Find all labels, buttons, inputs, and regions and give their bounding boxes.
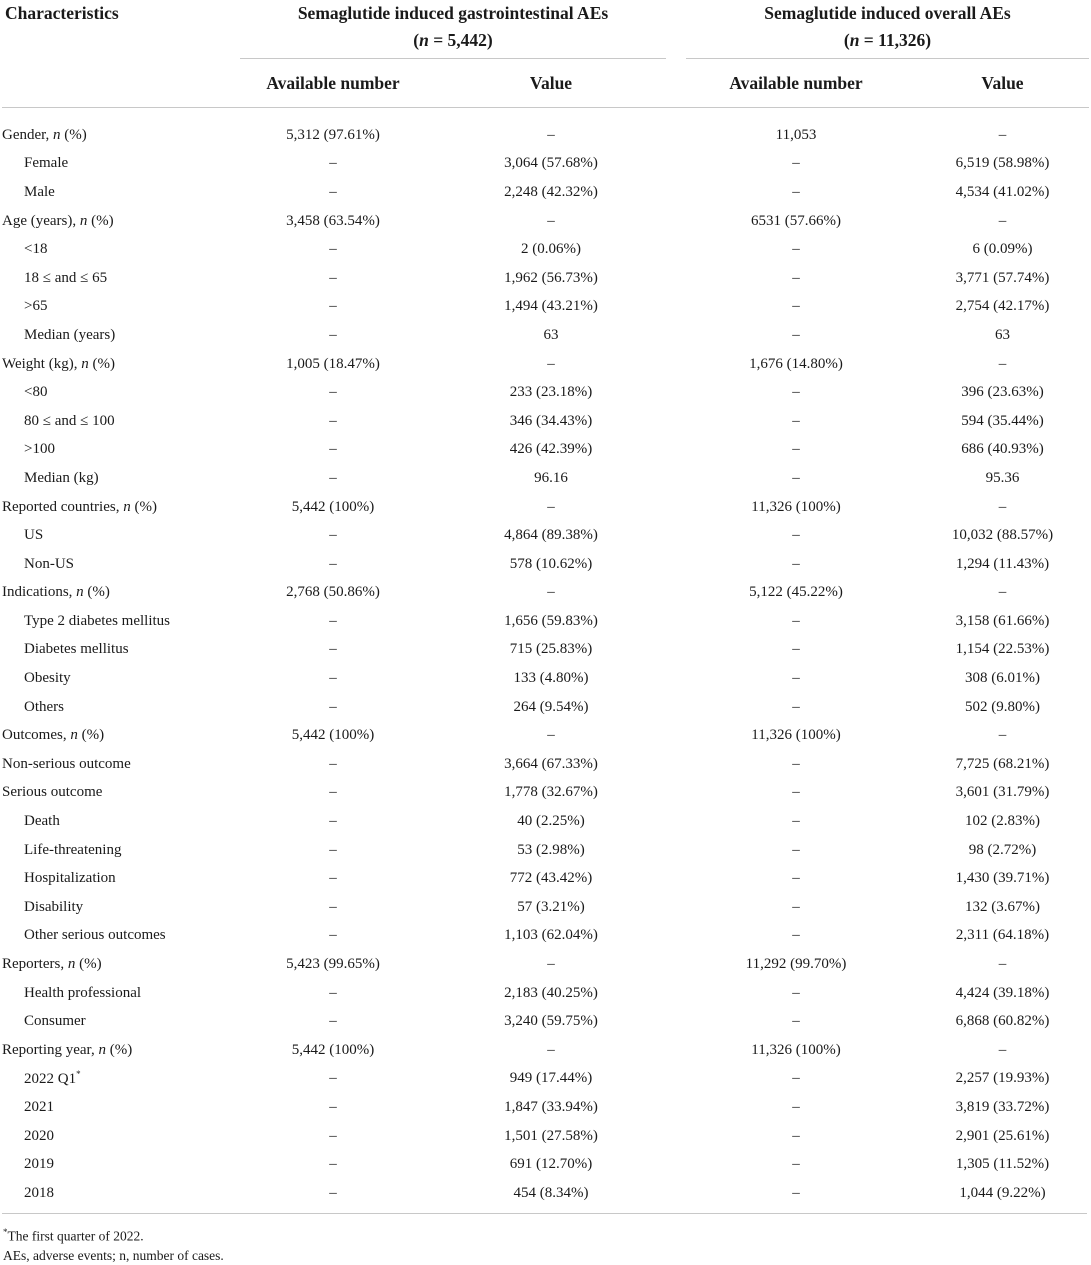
cell-g2-value: 1,044 (9.22%) xyxy=(959,1184,1046,1201)
cell-g1-value: – xyxy=(547,584,555,601)
cell-g1-available: – xyxy=(329,698,337,715)
row-label: 2022 Q1* xyxy=(24,1069,81,1088)
table-row xyxy=(2,521,1089,550)
header-empty xyxy=(2,59,240,108)
cell-g2-available: – xyxy=(792,527,800,544)
cell-g2-available: 6531 (57.66%) xyxy=(751,212,841,229)
cell-g1-value: – xyxy=(547,212,555,229)
cell-g1-value: 1,847 (33.94%) xyxy=(504,1098,598,1115)
cell-g1-available: – xyxy=(329,784,337,801)
table-row xyxy=(2,493,1089,522)
table-row xyxy=(2,607,1089,636)
cell-g2-available: – xyxy=(792,1184,800,1201)
cell-g2-value: 3,819 (33.72%) xyxy=(955,1098,1050,1115)
cell-g1-value: 4,864 (89.38%) xyxy=(504,527,598,544)
cell-g2-available: – xyxy=(792,412,800,429)
cell-g1-value: 691 (12.70%) xyxy=(509,1156,593,1173)
row-label: 2021 xyxy=(24,1098,54,1115)
cell-g1-available: – xyxy=(329,1098,337,1115)
table-row xyxy=(2,235,1089,264)
cell-g1-available: 5,442 (100%) xyxy=(291,498,375,515)
cell-g1-value: – xyxy=(547,727,555,744)
cell-g1-value: 63 xyxy=(543,326,559,343)
table-row xyxy=(2,1093,1089,1122)
row-label: <80 xyxy=(24,384,48,401)
cell-g1-available: – xyxy=(329,813,337,830)
table-row xyxy=(2,121,1089,150)
table-row xyxy=(2,1007,1089,1036)
group1-title: Semaglutide induced gastrointestinal AEs xyxy=(297,3,609,23)
cell-g2-value: 308 (6.01%) xyxy=(965,670,1040,687)
cell-g2-value: – xyxy=(998,126,1007,143)
row-label: Diabetes mellitus xyxy=(24,641,129,658)
cell-g2-available: – xyxy=(792,870,800,887)
cell-g1-available: – xyxy=(329,612,337,629)
cell-g2-available: – xyxy=(792,641,800,658)
row-label: >65 xyxy=(24,298,48,315)
table-row xyxy=(2,378,1089,407)
cell-g2-available: – xyxy=(792,1098,800,1115)
characteristics-table xyxy=(2,0,1089,1208)
row-label: 2019 xyxy=(24,1156,54,1173)
table-row xyxy=(2,721,1089,750)
table-row xyxy=(2,1179,1089,1208)
cell-g2-available: – xyxy=(792,841,800,858)
row-label: Reporting year, n (%) xyxy=(2,1041,133,1058)
cell-g1-value: 1,778 (32.67%) xyxy=(504,784,598,801)
footnote-quarter: *The first quarter of 2022. xyxy=(3,1227,144,1244)
header-g1-available: Available number xyxy=(266,72,400,93)
table-row xyxy=(2,407,1089,436)
cell-g1-available: – xyxy=(329,841,337,858)
table-row xyxy=(2,464,1089,493)
table-row xyxy=(2,207,1089,236)
row-label: Age (years), n (%) xyxy=(2,212,114,229)
cell-g2-value: 396 (23.63%) xyxy=(961,384,1044,401)
cell-g2-available: – xyxy=(792,612,800,629)
cell-g2-available: – xyxy=(792,698,800,715)
cell-g1-available: – xyxy=(329,898,337,915)
table-row xyxy=(2,864,1089,893)
table-row xyxy=(2,664,1089,693)
cell-g2-value: 2,754 (42.17%) xyxy=(955,298,1050,315)
row-label: Gender, n (%) xyxy=(2,126,87,143)
table-row xyxy=(2,779,1089,808)
cell-g2-value: 1,305 (11.52%) xyxy=(955,1156,1050,1173)
cell-g2-value: 4,424 (39.18%) xyxy=(955,984,1050,1001)
row-label: Consumer xyxy=(24,1013,86,1030)
cell-g2-value: 6 (0.09%) xyxy=(972,241,1033,258)
cell-g2-value: – xyxy=(998,355,1007,372)
cell-g2-value: 98 (2.72%) xyxy=(968,841,1037,858)
cell-g1-value: 3,064 (57.68%) xyxy=(504,155,598,172)
table-row xyxy=(2,950,1089,979)
table-row xyxy=(2,1065,1089,1094)
cell-g2-value: 4,534 (41.02%) xyxy=(955,183,1050,200)
cell-g1-available: – xyxy=(329,441,337,458)
row-label: Median (years) xyxy=(24,326,116,343)
cell-g2-available: 11,053 xyxy=(775,126,817,143)
row-label: Indications, n (%) xyxy=(2,584,110,601)
table-row xyxy=(2,264,1089,293)
row-label: >100 xyxy=(24,441,55,458)
table-row xyxy=(2,922,1089,951)
cell-g1-value: 1,103 (62.04%) xyxy=(504,927,598,944)
row-label: US xyxy=(24,527,44,544)
row-label: Serious outcome xyxy=(2,784,103,801)
cell-g2-value: – xyxy=(998,212,1007,229)
cell-g1-available: – xyxy=(329,755,337,772)
cell-g2-value: 3,601 (31.79%) xyxy=(955,784,1050,801)
cell-g2-available: – xyxy=(792,670,800,687)
cell-g2-value: 63 xyxy=(995,326,1010,343)
cell-g2-value: 2,257 (19.93%) xyxy=(955,1070,1050,1087)
cell-g1-value: 715 (25.83%) xyxy=(509,641,593,658)
row-label: 2018 xyxy=(24,1184,54,1201)
cell-g2-available: – xyxy=(792,469,800,486)
cell-g2-available: – xyxy=(792,755,800,772)
table-row xyxy=(2,550,1089,579)
cell-g1-available: – xyxy=(329,1013,337,1030)
cell-g1-value: 264 (9.54%) xyxy=(513,698,589,715)
cell-g1-available: – xyxy=(329,326,337,343)
row-label: Type 2 diabetes mellitus xyxy=(24,612,171,629)
cell-g1-value: 1,501 (27.58%) xyxy=(504,1127,598,1144)
cell-g2-available: 11,292 (99.70%) xyxy=(745,956,847,973)
cell-g2-available: – xyxy=(792,555,800,572)
cell-g2-value: 2,901 (25.61%) xyxy=(955,1127,1050,1144)
cell-g2-available: – xyxy=(792,441,800,458)
cell-g1-value: 346 (34.43%) xyxy=(509,412,593,429)
cell-g2-available: – xyxy=(792,813,800,830)
row-label: Outcomes, n (%) xyxy=(2,727,105,744)
table-row xyxy=(2,807,1089,836)
table-row xyxy=(2,150,1089,179)
header-group-overall xyxy=(676,0,1089,59)
cell-g1-available: – xyxy=(329,670,337,687)
cell-g2-available: – xyxy=(792,784,800,801)
row-label: Median (kg) xyxy=(24,469,99,486)
cell-g2-available: – xyxy=(792,384,800,401)
cell-g1-value: 133 (4.80%) xyxy=(513,670,589,687)
header-characteristics: Characteristics xyxy=(5,3,119,23)
cell-g1-available: 5,442 (100%) xyxy=(291,1041,375,1058)
cell-g1-available: – xyxy=(329,870,337,887)
group1-n: (n = 5,442) xyxy=(413,30,493,50)
cell-g2-available: – xyxy=(792,898,800,915)
row-label: Non-US xyxy=(24,555,75,572)
cell-g1-value: 772 (43.42%) xyxy=(509,870,593,887)
cell-g1-value: – xyxy=(547,126,555,143)
row-label: Health professional xyxy=(24,984,142,1001)
header-g2-available: Available number xyxy=(729,72,863,93)
table-row xyxy=(2,350,1089,379)
group2-heading xyxy=(686,0,1089,59)
cell-g1-available: – xyxy=(329,183,337,200)
cell-g1-value: 2,183 (40.25%) xyxy=(504,984,598,1001)
group1-heading xyxy=(240,0,666,59)
row-label: Other serious outcomes xyxy=(24,927,166,944)
cell-g2-value: – xyxy=(998,1041,1007,1058)
cell-g2-value: 7,725 (68.21%) xyxy=(955,755,1050,772)
cell-g1-available: 5,423 (99.65%) xyxy=(286,956,380,973)
cell-g1-value: – xyxy=(547,1041,555,1058)
cell-g2-value: – xyxy=(998,498,1007,515)
cell-g1-value: – xyxy=(547,355,555,372)
cell-g2-value: 1,430 (39.71%) xyxy=(955,870,1050,887)
cell-g2-available: – xyxy=(792,155,800,172)
cell-g2-available: 11,326 (100%) xyxy=(751,1041,841,1058)
header-row-columns xyxy=(2,59,1089,108)
table-row xyxy=(2,579,1089,608)
row-label: Life-threatening xyxy=(24,841,122,858)
cell-g1-available: – xyxy=(329,155,337,172)
cell-g1-value: – xyxy=(547,956,555,973)
cell-g1-value: 2,248 (42.32%) xyxy=(504,183,598,200)
cell-g1-available: – xyxy=(329,1184,337,1201)
cell-g1-available: – xyxy=(329,927,337,944)
cell-g1-value: 3,664 (67.33%) xyxy=(504,755,598,772)
cell-g2-value: 3,771 (57.74%) xyxy=(955,269,1050,286)
cell-g2-value: 594 (35.44%) xyxy=(961,412,1044,429)
cell-g2-available: – xyxy=(792,241,800,258)
cell-g1-value: 3,240 (59.75%) xyxy=(504,1013,598,1030)
cell-g1-value: 233 (23.18%) xyxy=(509,384,593,401)
cell-g1-available: – xyxy=(329,1156,337,1173)
cell-g2-value: 132 (3.67%) xyxy=(965,898,1040,915)
row-label: Male xyxy=(24,183,55,200)
table-row xyxy=(2,693,1089,722)
row-label: <18 xyxy=(24,241,48,258)
table-row xyxy=(2,1122,1089,1151)
table-row xyxy=(2,636,1089,665)
table-row xyxy=(2,1150,1089,1179)
cell-g1-available: – xyxy=(329,527,337,544)
table-body xyxy=(2,121,1089,1208)
cell-g1-available: – xyxy=(329,984,337,1001)
cell-g2-available: 5,122 (45.22%) xyxy=(749,584,843,601)
group2-title: Semaglutide induced overall AEs xyxy=(764,3,1011,23)
row-label: Death xyxy=(24,813,60,830)
cell-g1-available: – xyxy=(329,1070,337,1087)
row-label: 2020 xyxy=(24,1127,54,1144)
cell-g1-value: 426 (42.39%) xyxy=(509,441,593,458)
cell-g1-value: 1,494 (43.21%) xyxy=(504,298,598,315)
cell-g2-available: 11,326 (100%) xyxy=(751,727,841,744)
cell-g1-available: – xyxy=(329,412,337,429)
cell-g2-value: 95.36 xyxy=(985,469,1020,486)
table-row xyxy=(2,293,1089,322)
cell-g2-available: – xyxy=(792,269,800,286)
cell-g2-value: 2,311 (64.18%) xyxy=(955,927,1050,944)
cell-g2-value: – xyxy=(998,956,1007,973)
bottom-rule xyxy=(2,1213,1087,1214)
row-label: Weight (kg), n (%) xyxy=(2,355,115,372)
cell-g2-value: 6,868 (60.82%) xyxy=(955,1013,1050,1030)
row-label: 80 ≤ and ≤ 100 xyxy=(24,412,115,429)
cell-g2-available: – xyxy=(792,298,800,315)
cell-g1-value: 53 (2.98%) xyxy=(517,841,585,858)
cell-g1-available: 2,768 (50.86%) xyxy=(286,584,380,601)
header-group-gastrointestinal xyxy=(240,0,676,59)
cell-g2-value: 6,519 (58.98%) xyxy=(955,155,1050,172)
cell-g1-value: – xyxy=(547,498,555,515)
footnotes xyxy=(3,1223,224,1265)
table-row xyxy=(2,436,1089,465)
cell-g2-value: 1,294 (11.43%) xyxy=(955,555,1050,572)
cell-g1-value: 454 (8.34%) xyxy=(513,1184,589,1201)
table-row xyxy=(2,893,1089,922)
table-row xyxy=(2,321,1089,350)
row-label: Hospitalization xyxy=(24,870,116,887)
cell-g1-value: 57 (3.21%) xyxy=(517,898,585,915)
row-label: Female xyxy=(24,155,69,172)
cell-g2-available: 11,326 (100%) xyxy=(751,498,841,515)
header-g1-value: Value xyxy=(529,72,573,93)
row-label: Reporters, n (%) xyxy=(2,956,102,973)
cell-g1-value: 578 (10.62%) xyxy=(509,555,593,572)
table-row xyxy=(2,750,1089,779)
cell-g1-value: 2 (0.06%) xyxy=(521,241,581,258)
cell-g1-value: 1,656 (59.83%) xyxy=(504,612,598,629)
cell-g2-available: – xyxy=(792,1070,800,1087)
cell-g2-available: – xyxy=(792,984,800,1001)
cell-g2-available: – xyxy=(792,1156,800,1173)
cell-g1-value: 949 (17.44%) xyxy=(509,1070,593,1087)
header-row-groups xyxy=(2,0,1089,59)
cell-g1-available: 3,458 (63.54%) xyxy=(286,212,380,229)
cell-g1-available: – xyxy=(329,384,337,401)
cell-g1-available: – xyxy=(329,269,337,286)
footnote-abbrev: AEs, adverse events; n, number of cases. xyxy=(3,1247,224,1263)
cell-g2-value: 686 (40.93%) xyxy=(961,441,1044,458)
row-label: 18 ≤ and ≤ 65 xyxy=(24,269,108,286)
cell-g2-value: – xyxy=(998,727,1007,744)
table-row xyxy=(2,836,1089,865)
cell-g2-available: – xyxy=(792,927,800,944)
cell-g2-value: 102 (2.83%) xyxy=(965,813,1040,830)
cell-g2-available: 1,676 (14.80%) xyxy=(749,355,843,372)
cell-g2-value: 3,158 (61.66%) xyxy=(955,612,1050,629)
cell-g2-value: 10,032 (88.57%) xyxy=(951,527,1054,544)
cell-g2-available: – xyxy=(792,1013,800,1030)
cell-g2-available: – xyxy=(792,183,800,200)
group2-n: (n = 11,326) xyxy=(843,30,932,50)
cell-g2-available: – xyxy=(792,1127,800,1144)
table-row xyxy=(2,178,1089,207)
header-g2-value: Value xyxy=(981,72,1024,93)
cell-g2-value: 1,154 (22.53%) xyxy=(955,641,1050,658)
cell-g1-available: – xyxy=(329,1127,337,1144)
cell-g1-value: 96.16 xyxy=(534,469,568,486)
cell-g1-available: 5,312 (97.61%) xyxy=(286,126,380,143)
row-label: Non-serious outcome xyxy=(2,755,131,772)
cell-g1-value: 1,962 (56.73%) xyxy=(504,269,598,286)
cell-g1-available: – xyxy=(329,641,337,658)
table-row xyxy=(2,979,1089,1008)
row-label: Reported countries, n (%) xyxy=(2,498,157,515)
row-label: Disability xyxy=(24,898,84,915)
cell-g1-available: – xyxy=(329,241,337,258)
cell-g1-available: 1,005 (18.47%) xyxy=(286,355,380,372)
cell-g1-available: – xyxy=(329,469,337,486)
table-row xyxy=(2,1036,1089,1065)
row-label: Others xyxy=(24,698,64,715)
cell-g1-available: 5,442 (100%) xyxy=(291,727,375,744)
cell-g2-available: – xyxy=(792,326,800,343)
cell-g1-available: – xyxy=(329,555,337,572)
row-label: Obesity xyxy=(24,670,71,687)
cell-g1-value: 40 (2.25%) xyxy=(517,813,585,830)
cell-g2-value: – xyxy=(998,584,1007,601)
cell-g2-value: 502 (9.80%) xyxy=(965,698,1040,715)
cell-g1-available: – xyxy=(329,298,337,315)
